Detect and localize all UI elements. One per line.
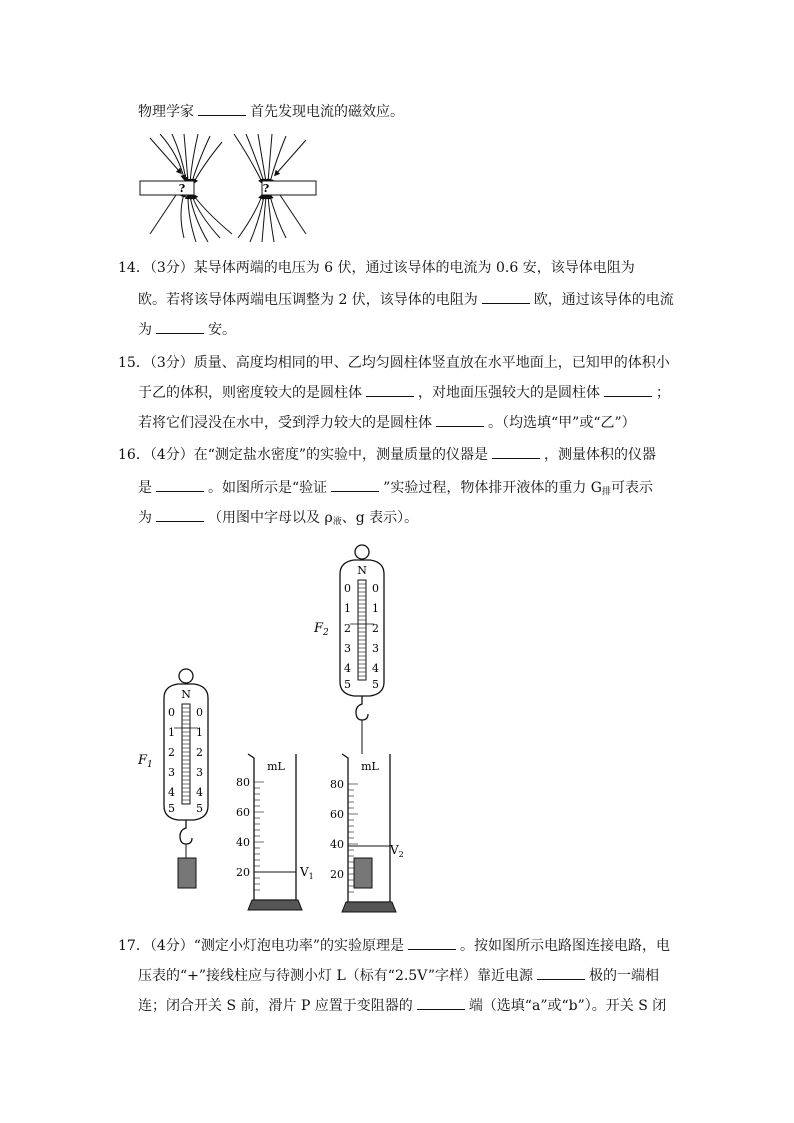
answer-blank[interactable] [198, 103, 246, 116]
question-15-line2: 于乙的体积，则密度较大的是圆柱体 ，对地面压强较大的是圆柱体 ； [138, 385, 670, 401]
answer-blank[interactable] [156, 509, 204, 522]
question-17-line3: 连；闭合开关 S 前，滑片 P 应置于变阻器的 端（选填“a”或“b”）。开关 S 闭 [138, 998, 667, 1014]
svg-text:40: 40 [236, 836, 250, 849]
question-14-line2: 欧。若将该导体两端电压调整为 2 伏，该导体的电阻为 欧，通过该导体的电流 [138, 292, 674, 308]
question-17-line1: 17．（4分）“测定小灯泡电功率”的实验原理是 。按如图所示电路图连接电路，电 [118, 938, 671, 954]
magnet-field-figure [138, 134, 318, 244]
svg-text:80: 80 [236, 776, 250, 789]
answer-blank[interactable] [604, 384, 652, 397]
svg-text:0: 0 [168, 706, 175, 719]
svg-text:5: 5 [372, 678, 379, 691]
question-16-line1: 16．（4分）在“测定盐水密度”的实验中，测量质量的仪器是 ，测量体积的仪器 [118, 447, 657, 463]
svg-text:1: 1 [372, 602, 379, 615]
svg-text:5: 5 [344, 678, 351, 691]
answer-blank[interactable] [482, 291, 530, 304]
answer-blank[interactable] [408, 937, 456, 950]
svg-text:60: 60 [236, 806, 250, 819]
svg-text:2: 2 [372, 622, 379, 635]
svg-text:3: 3 [372, 642, 379, 655]
svg-text:5: 5 [168, 802, 175, 815]
svg-text:1: 1 [196, 726, 203, 739]
svg-text:3: 3 [344, 642, 351, 655]
graduated-cylinder-2 [330, 754, 396, 912]
question-13-tail: 物理学家 首先发现电流的磁效应。 [138, 104, 404, 120]
question-15-line3: 若将它们浸没在水中，受到浮力较大的是圆柱体 。（均选填“甲”或“乙”） [138, 415, 636, 431]
answer-blank[interactable] [436, 414, 484, 427]
svg-text:4: 4 [196, 786, 203, 799]
answer-blank[interactable] [156, 321, 204, 334]
svg-text:2: 2 [168, 746, 175, 759]
answer-blank[interactable] [156, 479, 204, 492]
answer-blank[interactable] [331, 479, 379, 492]
cyl1-unit: mL [267, 760, 285, 773]
graduated-cylinder-1 [236, 754, 302, 910]
scale1-unit: N [181, 688, 191, 701]
right-magnet-label: ? [262, 182, 270, 195]
question-15-line1: 15．（3分）质量、高度均相同的甲、乙均匀圆柱体竖直放在水平地面上，已知甲的体积小 [118, 355, 670, 371]
svg-text:60: 60 [330, 808, 344, 821]
question-16-line3: 为 （用图中字母以及 $\rho_液$、g 表示）。 [138, 510, 419, 527]
question-17-line2: 压表的“+”接线柱应与待测小灯 L（标有“2.5V”字样）靠近电源 极的一端相 [138, 968, 659, 984]
svg-text:20: 20 [236, 866, 250, 879]
svg-text:5: 5 [196, 802, 203, 815]
svg-text:20: 20 [330, 868, 344, 881]
svg-text:4: 4 [344, 662, 351, 675]
right-magnet [262, 181, 316, 195]
svg-text:4: 4 [372, 662, 379, 675]
answer-blank[interactable] [417, 997, 465, 1010]
left-magnet [140, 181, 194, 195]
buoyancy-experiment-figure [136, 540, 456, 920]
svg-text:2: 2 [196, 746, 203, 759]
svg-text:0: 0 [372, 582, 379, 595]
v1-label: $V_1$ [300, 865, 314, 881]
svg-text:40: 40 [330, 838, 344, 851]
f2-label: $F_2$ [314, 621, 329, 638]
scale2-unit: N [357, 564, 367, 577]
weight-block-2 [354, 858, 372, 888]
svg-text:3: 3 [196, 766, 203, 779]
cyl2-unit: mL [361, 760, 379, 773]
svg-text:80: 80 [330, 778, 344, 791]
svg-text:3: 3 [168, 766, 175, 779]
svg-text:1: 1 [344, 602, 351, 615]
answer-blank[interactable] [492, 446, 540, 459]
f1-label: $F_1$ [138, 753, 153, 770]
left-magnet-label: ? [178, 182, 186, 195]
svg-text:0: 0 [344, 582, 351, 595]
question-14-line1: 14．（3分）某导体两端的电压为 6 伏，通过该导体的电流为 0.6 安，该导体电阻为 [118, 260, 635, 276]
question-14-line3: 为 安。 [138, 322, 236, 338]
spring-scale-1 [164, 669, 208, 888]
svg-text:4: 4 [168, 786, 175, 799]
weight-block-1 [178, 858, 196, 888]
v2-label: $V_2$ [390, 843, 404, 859]
answer-blank[interactable] [537, 967, 585, 980]
answer-blank[interactable] [366, 384, 414, 397]
svg-text:2: 2 [344, 622, 351, 635]
svg-text:1: 1 [168, 726, 175, 739]
svg-text:0: 0 [196, 706, 203, 719]
question-16-line2: 是 。如图所示是“验证 ”实验过程，物体排开液体的重力 $G_排$可表示 [138, 480, 653, 497]
